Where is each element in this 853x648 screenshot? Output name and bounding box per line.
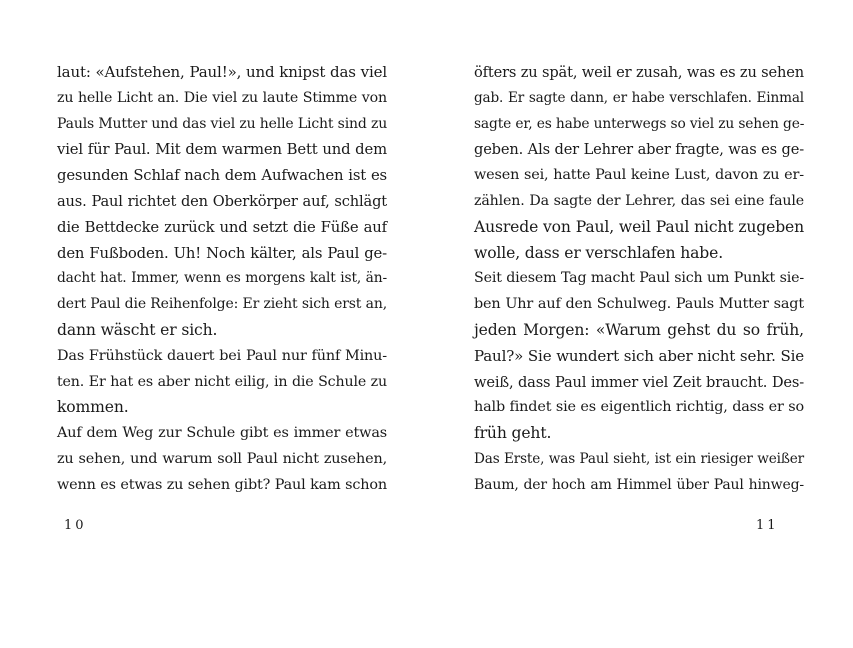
text-line: wenn es etwas zu sehen gibt? Paul kam schon: [57, 476, 387, 493]
text-line: wolle, dass er verschlafen habe.: [474, 243, 723, 262]
text-line: die Bettdecke zurück und setzt die Füße auf: [57, 218, 387, 236]
text-line: jeden Morgen: «Warum gehst du so früh,: [474, 320, 804, 339]
text-line: zu sehen, und warum soll Paul nicht zusehen,: [57, 450, 387, 467]
text-line: dacht hat. Immer, wenn es morgens kalt ist, än-: [57, 270, 387, 287]
text-line: Das Frühstück dauert bei Paul nur fünf Minu-: [57, 347, 387, 364]
text-line: früh geht.: [474, 424, 552, 443]
text-line: Das Erste, was Paul sieht, ist ein riesiger weißer: [474, 450, 804, 467]
text-line: gesunden Schlaf nach dem Aufwachen ist es: [57, 167, 387, 185]
text-line: Auf dem Weg zur Schule gibt es immer etwas: [57, 425, 387, 442]
text-line: sagte er, es habe unterwegs so viel zu sehen ge-: [474, 115, 805, 132]
text-line: Pauls Mutter und das viel zu helle Licht sind zu: [57, 115, 388, 132]
text-line: zu helle Licht an. Die viel zu laute Stimme von: [57, 89, 387, 106]
page-number-left: 10: [64, 518, 87, 533]
text-line: gab. Er sagte dann, er habe verschlafen. Einmal: [474, 89, 804, 106]
text-line: aus. Paul richtet den Oberkörper auf, schlägt: [57, 192, 387, 210]
text-line: laut: «Aufstehen, Paul!», und knipst das viel: [57, 63, 387, 81]
left-page-text: [57, 60, 387, 499]
right-page-text: [474, 60, 804, 499]
text-line: Paul?» Sie wundert sich aber nicht sehr. Sie: [474, 346, 804, 365]
text-line: ben Uhr auf den Schulweg. Pauls Mutter sagt: [474, 296, 804, 313]
text-line: ten. Er hat es aber nicht eilig, in die Schule zu: [57, 373, 387, 390]
text-line: kommen.: [57, 398, 129, 417]
text-line: den Fußboden. Uh! Noch kälter, als Paul ge-: [57, 244, 387, 262]
page-number-right: 11: [756, 518, 779, 533]
text-line: dann wäscht er sich.: [57, 320, 218, 339]
text-line: wesen sei, hatte Paul keine Lust, davon zu er-: [474, 167, 804, 184]
text-line: Baum, der hoch am Himmel über Paul hinweg-: [474, 476, 804, 493]
text-line: geben. Als der Lehrer aber fragte, was es ge-: [474, 141, 804, 159]
text-line: Seit diesem Tag macht Paul sich um Punkt sie-: [474, 270, 804, 287]
text-line: dert Paul die Reihenfolge: Er zieht sich erst an,: [57, 296, 387, 313]
text-line: halb findet sie es eigentlich richtig, dass er so: [474, 399, 804, 416]
text-line: zählen. Da sagte der Lehrer, das sei eine faule: [474, 192, 804, 209]
text-line: viel für Paul. Mit dem warmen Bett und dem: [57, 141, 387, 159]
text-line: weiß, dass Paul immer viel Zeit braucht. Des-: [474, 373, 804, 391]
text-line: öfters zu spät, weil er zusah, was es zu sehen: [474, 64, 804, 81]
text-line: Ausrede von Paul, weil Paul nicht zugeben: [474, 217, 804, 236]
